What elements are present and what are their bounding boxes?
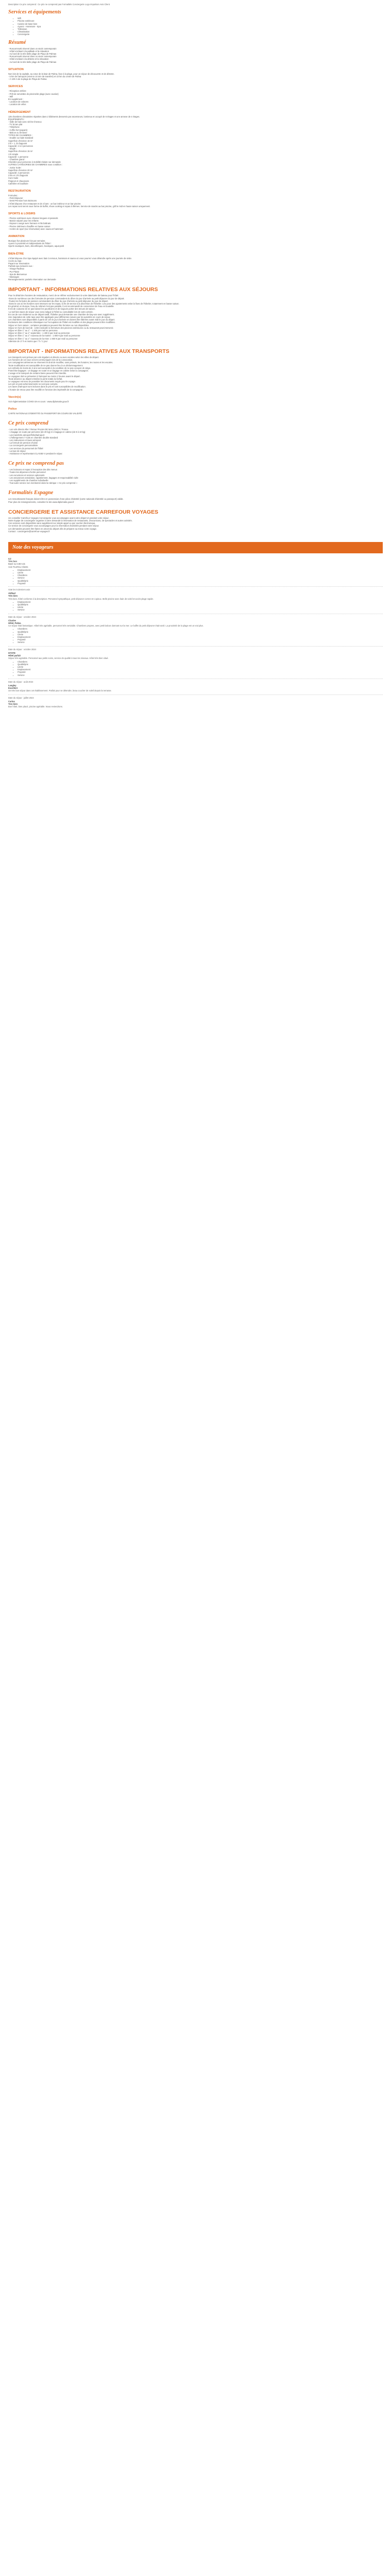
review-text: Bon hôtel, bien placé, piscine agréable. Nous reviendrons. [8,705,63,708]
feature-item: • Ayurez - Hammam - Spa [18,25,383,28]
section-line: · Au bord de la très belle plage de Playa de Palmas [8,60,57,63]
section-line: - Les boissons et repas à l'exception des dits menus [8,468,57,471]
section-line: - Réception 24h/24 [8,90,26,93]
feature-item: • Télévision [18,28,383,30]
review-author: Carlos [8,700,15,703]
section-line: Cafetière et bouilloire [8,182,28,185]
section-line: Les taxes d'aéroport sont incluses dans le prix et sont susceptibles de modification. [8,385,86,388]
section-title: SERVICES [8,85,23,89]
reviews-banner [8,542,383,553]
review-tags [8,628,383,643]
review-item [8,694,383,708]
review-item [8,679,383,692]
section-line: Les compagnies aériennes se réservent le droit de modifier, sans préavis, les horaires, les routes et les escales. [8,361,113,364]
section-line: Séjour en hors de bord de : à titre indicatif, la fermeture des piscines extérieures ou du restaurant peut intervenir. [8,326,114,329]
section-line: 135 chambres climatisées réparties dans 2 bâtiments desservis par ascenseurs, lumineux et occupé de 6 étages et une annexe de 4 étages. [8,115,140,118]
section-line: - L'hébergement 7 nuits en chambre double standard [8,436,58,439]
section-line: Ces services sont disponibles sans supplément sur simple appel ou par courrier électronique. [8,522,96,525]
section-line: - Les services du personnel de l'hôtel [8,447,43,450]
section-line: - 5 km de l'aéroport (environ 10 min de transfert) et 10 km du centre de Palma [8,75,82,78]
section-line: - Location de vélos [8,103,26,106]
section-line: - Tout autre service non mentionné dans la rubrique « Ce prix comprend » [8,482,77,485]
section-line: - Salle de bain avec sèche-cheveux [8,121,42,124]
section-line: - À 100 m de la plage de Playa de Palma [8,78,47,81]
review-item [8,614,383,644]
section-line: - Junior Suite : [8,166,22,169]
review-date: Date du séjour : juillet 2024 [8,696,34,699]
section-title: BIEN-ÊTRE [8,252,24,256]
review-tags [8,660,383,676]
overall-label: Très bon [8,560,18,563]
offer-sections [8,9,383,535]
criteria-item: • Propreté [18,582,383,585]
section-title: Ce prix comprend [8,420,48,427]
section-line: - Les assurances annulation, rapatriement, bagages et responsabilité civile [8,476,78,479]
section-line: Les chambres sont disponibles à partir de 14h le jour d'arrivée et doivent être libérées avant midi le jour du départ. [8,318,115,321]
section-title: Résumé [8,39,26,45]
feature-item: • Wifi [18,17,383,20]
review-author: ISTATE [8,651,15,654]
section-line: Sports nautiques, bars, discothèques, boutiques, aqua-park [8,245,64,248]
section-line: L'horaire de retour peut être modifié en fonction des impératifs de la compagnie. [8,388,84,391]
review-tag: • Service [18,674,383,676]
section-line: Toute absence au départ entraîne la perte totale du forfait. [8,377,63,380]
section-line: Superficie d'environ 16 m² [8,139,33,142]
section-line: - Les suppléments de chambre individuelle [8,479,48,482]
section-line: Ce service de conciergerie vous accompagne pour la réservation d'activités pendant votre séjour. [8,524,100,528]
section-line: - La formule de pension choisie [8,442,38,445]
review-author: Langley [8,684,17,687]
review-tag: • Emplacement [18,601,383,603]
section-line: 1 lit simple [8,152,19,156]
section-line: Accès au Spa : [8,259,23,262]
section-line: - Les redevances et taxes aéroport [8,438,41,442]
review-tag: • Qualité/prix [18,631,383,633]
section-line: - Massages [8,276,20,279]
section-line: Peignoir et chaussons [8,179,29,182]
section-line: - Les excursions et services optionnels [8,473,45,477]
section-line: -Dans le cas où les horaires sont retenues sur les repas, la fin de service à la discrétion de l'hôtelier. Lieu pour des ajustements selon la fixes de l'hôtelier, notamment en basse saison. [8,302,180,306]
section-line: · Roscommotti réservé dans un stock contemporain [8,47,57,50]
review-tag: • Service [18,641,383,643]
section-line: - TV Ecran plat [8,123,23,126]
section-title: HÉBERGEMENT [8,110,31,114]
section-line: En général, en Europe, l'eau du robinet n'est pas potable, il est recommandé de consommer de l'eau en bouteille. [8,305,115,308]
review-date: Vote les 5 derniers avis [8,588,30,591]
section-line: Séjour en libre 1° au 1° - 1 200 par mail ou personne [8,329,58,332]
section-line: - Piscine intérieure chauffée en basse saison [8,225,51,228]
review-tag: • Chambres [18,660,383,663]
section-line: Parfaits spa inclus/en sus : [8,265,34,268]
section-line: - Espace Lounge avec hamacs et lits balinais [8,222,51,225]
section-line: Attention de 17 h et moins que 7 h / 1 jour [8,340,48,343]
section-line: Séjour en hors saison : certaines prestations peuvent être fermées ou non disponibles. [8,324,90,327]
section-line: Ayurez à proximité et indépendants de l'hôtel : [8,242,52,245]
criteria-item: • Literie [18,571,383,574]
review-text: Ce séjour était fantastique. Hôtel très agréable, personnel très serviable. Chambres propres, avec petit balcon donnant sur la mer. Le buffet du petit déjeuner était varié. La proximité de la plage est un vrai plus. [8,624,204,628]
review-text: Séjour très agréable. Personnel aux petits soins, service de qualité à tous les niveaux. Hôtel très bien situé. [8,657,109,660]
reviews-block [8,557,383,708]
section-line: - Spa de Bienvenue [8,273,27,276]
review-date: Date du séjour : août 2024 [8,680,34,683]
section-line: Pour le détail des horaires de restauration, merci de se référer exclusivement à votre date/carte de bateau pour l'hôtel. [8,294,119,297]
section-line: - Piscine extérieure avec chaises longues et parasols [8,216,58,219]
section-title: CONCIERGERIE ET ASSISTANCE CARREFOUR VOYAGES [8,509,158,515]
section-line: Il est de coutume de ne pas laisser les pourboires et de toujours porter des tenues de saison. [8,308,95,311]
section-title: Formalités Espagne [8,490,54,496]
section-line: Franchise bagages : un bagage en soute et un bagage en cabine selon la compagnie. [8,369,89,372]
section-line: Le voyageur doit se présenter à l'aéroport au moins 2 heures avant le départ. [8,375,80,378]
section-line: Notre équipe de conciergerie organise à votre demande la réservation de restaurants, d'excursions, de spectacles et autres activités. [8,519,133,522]
section-line: - Wifi [8,95,13,98]
review-tag: • Literie [18,606,383,608]
section-line: Les demandes peuvent être faites en amont du départ afin de préparer au mieux votre voyage. [8,527,97,530]
section-line: - Bassin séparé pour les enfants [8,219,39,223]
review-tag: • Emplacement [18,668,383,671]
section-line: Exclusions des conditions climatiques sur l'occupation de l'hôtel est modifiée et des plages peuvent être modifiées. [8,321,116,324]
section-line: · Hôtel encliasé à la paillade et la relaxation [8,49,49,53]
section-title: IMPORTANT - INFORMATIONS RELATIVES AUX TRANSPORTS [8,348,170,355]
section-title: SITUATION [8,67,24,71]
review-tag: • Literie [18,633,383,636]
section-line: - La conciergerie personnalisée [8,444,38,447]
section-title: IMPORTANT - INFORMATIONS RELATIVES AUX SÉJOURS [8,286,158,293]
section-line: Séjour en libre 1° au 1° septembre : 1 400 € par mail ou personne [8,332,70,335]
review-tag: • Qualité/prix [18,603,383,606]
section-line: Musique live plusieurs fois par semaine. [8,239,46,242]
section-line: Capacité: 2 personnes [8,171,29,174]
review-tag: • Qualité/prix [18,663,383,666]
section-line: Renseignements: partiels réservation sur demande [8,278,56,281]
section-line: Contact : conciergerie@carrefour-voyages.fr [8,530,50,533]
section-line: En cas de non résidence au de départ tardif, l'hôtelier peut demander une chambre de Day-use avec supplément. [8,313,115,316]
section-title: Police [8,407,17,411]
section-line: Les ressortissants français doivent être en possession d'une pièce d'identité (carte nationale d'identité ou passeport) valide. [8,498,124,501]
section-line: · Roscommotti réservé dans un stock contemporain [8,55,57,58]
section-line: Pour plus de renseignements, consultez le site www.diplomatie.gouv.fr [8,500,74,503]
review-title: Hôtel parfait [8,654,21,657]
section-line: L'hôtel dispose d'un restaurant et de 2 bars : un bar intérieur et un bar piscine. [8,202,82,205]
feature-item: • Piscine extérieure [18,20,383,22]
review-item [8,586,383,612]
section-line: · Hôtel encliasé à la détente et la relaxation [8,58,49,61]
reviews-banner-title: Note des voyageurs [12,545,54,551]
section-line: - Assistance et représentant CLASSE-V pendant le séjour. [8,452,63,455]
review-title: Hôtel, Palma [8,622,21,625]
section-line: Séjour en libre 1° au 1° nouveau de la mise: 1 600 € par mail ou personne [8,337,78,340]
section-line: AUTRES CATÉGORIES DE CHAMBRES sous condition : [8,163,63,166]
criteria-item: • Emplacement [18,569,383,571]
review-author: Charles [8,619,17,622]
section-title: Ce prix ne comprend pas [8,461,64,467]
section-line: 2 lit + 1, lit d'appoint [8,142,27,145]
section-line: -Toutes les formules de pension commandent du dîner du jour d'arrivée au petit déjeuner du jour de départ. [8,299,108,302]
review-tag: • Service [18,608,383,611]
section-line: - Les transferts aéroport/hôtel/aéroport [8,433,45,436]
criteria-list [8,569,383,585]
section-line: - Location de voitures [8,100,29,104]
section-line: TYPES DE CHAMBRES : [8,134,32,137]
section-title: ANIMATION [8,234,25,238]
features-list [8,17,383,36]
review-tags [8,601,383,612]
section-line: 2 lits et 1 lit d'appoint [8,174,28,177]
section-title: SPORTS & LOISIRS [8,212,36,215]
section-line: -Dans de nombreux cas des formules de pension commandent du dîner du jour d'arrivée au petit déjeuner du jour de départ. [8,297,125,300]
section-line: Cure Suite [8,177,19,180]
section-line: - Petit Déjeuner [8,197,23,200]
review-tag: • Propreté [18,638,383,641]
section-line: - La taxe de séjour [8,449,26,452]
section-line: Capacité: 1 personne [8,155,28,158]
section-line: - Visage Radieux [8,267,25,270]
criteria-item: • Service [18,577,383,579]
page-content [0,0,391,720]
section-line: Superficie d'environ 20 m² [8,168,33,172]
section-line: En supplément : [8,98,24,101]
criteria-item: • Chambres [18,574,383,577]
review-source: Avis TrustYou Clients [8,565,28,568]
section-title: Services et équipements [8,9,61,15]
section-title: RESTAURATION [8,189,31,193]
section-line: ÉQUIPEMENTS : [8,117,25,121]
section-line: L'usage et le transport de certains biens peuvent être interdits. [8,372,67,375]
section-title: Vaccin(s) [8,395,21,399]
section-line: -Le tarif des taxes de séjour vous sera indiqué à l'hôtel ou consultable lors de votre arrivée. [8,310,93,313]
section-line: - Toutes les dépenses d'ordre personnel [8,471,46,474]
section-line: Le voyageur est tenu de posséder les documents requis pour le voyage. [8,380,76,383]
review-tag: • Literie [18,666,383,668]
section-line: - Balcon ou terrasse [8,131,27,134]
section-line: - Chambre grand : [8,158,26,161]
section-line: Formules : [8,194,19,197]
section-line: - 1 bagage en soute par personne (de 20 kg) et 1 bagage en cabine (de 8 à 10 kg) [8,431,86,434]
section-line: - Coffre-fort (payant) [8,128,28,131]
section-line: - Prêt de serviettes de piscine/de plage (avec caution) [8,92,59,95]
review-tag: • Chambres [18,628,383,630]
section-line: Toute modification est susceptible de ne pas donner lieu à un dédommagement. [8,364,83,367]
criteria-item: • Qualité/prix [18,580,383,582]
section-line: Payant sur réservation [8,262,29,265]
overall-score: 4.2 [8,557,11,560]
breadcrumb: Description Ce prix comprend : Ce prix ne comprend pas Formalités Conciergerie Logo Impulsion Avis Client [8,3,110,6]
section-line: Les pré et post-acheminements ne sont pas compris. [8,383,58,386]
section-line: - Téléphone [8,126,20,129]
section-line: Les repas sont servis sous forme de buffet, show cooking et repas à thèmes. Service de snacks au bar piscine, grill le midi en haute saison uniquement. [8,205,151,208]
section-line: - Les vols directs Aller / Retour PALMA DE MALLORCA / France [8,428,69,431]
section-line: Non loin de la capitale, au cœur de la baie de Palma, face à la plage, pour un séjour de découverte et de détente. [8,72,115,75]
section-line: - Double ou triple standard [8,137,34,140]
section-line: - Demi-Pension hors Boissons [8,199,37,202]
review-tag: • Propreté [18,671,383,673]
review-date: Date du séjour : octobre 2024 [8,615,36,618]
section-line: - Centre de sport (sur réservation) avec sauna et hammam [8,227,63,230]
section-line: Les horaires de vol vous seront communiqués lors de la convocation. [8,359,73,362]
review-title: Excellent [8,687,18,690]
feature-item: • Cuisine de base bien [18,23,383,25]
section-line: L'hôtel dispose d'un Spa équipé avec bain à remous, hammam et sauna où vous pourrez vous détendre après une journée de visite. [8,257,132,260]
section-line: - Single : [8,147,17,150]
section-line: - Pur Plaisir [8,270,20,273]
review-text: Très bien, hôtel conforme à la description. Personnel sympathique, petit déjeuner correct et copieux. Belle piscine avec bain de soleil et accès plage rapide. [8,597,154,600]
section-line: Les transports sont prévus par vols réguliers et directs ou avec escales selon les villes de départ. [8,356,99,359]
section-line: · Au bord de la très belle plage de Playa de Palmas [8,53,57,56]
review-author: Aldhad [8,592,15,595]
section-line: CARTE NATIONALE D'IDENTITÉ OU PASSEPORT EN COURS DE VALIDITÉ [8,412,82,415]
section-line: Séjour en libre 1° au 1° nouveau de la marine : 1 800 € par mail ou personne [8,334,80,337]
section-line: Une majoration de cette taxe peut être appliquée pour différentes raisons par les autorités en cours de séjour. [8,316,111,319]
feature-item: • Conciergerie [18,33,383,36]
section-line: Chambre pour personne à mobilité réduite sur demande [8,161,61,164]
review-date: Date du séjour : octobre 2024 [8,648,36,651]
section-line: Les enfants de moins de 2 ans sont acceptés à la condition de ne pas occuper de siège. [8,366,91,369]
section-line: Superficie d'environ 15 m² [8,150,33,153]
review-title: Très bien [8,595,18,598]
section-line: Voir réglementation COVID-19 en cours : www.diplomatie.gouv.fr [8,400,69,403]
section-line: Capacité: 2 à 3 personnes [8,144,33,147]
review-title: Tres bien [8,702,18,705]
review-tag: • Emplacement [18,636,383,638]
feature-item: • Climatisation [18,30,383,33]
review-item [8,646,383,676]
review-count: Basé sur 438 Avis [8,563,25,566]
review-text: Un très bon séjour dans cet établissement. Parfait pour se détendre, beau coucher de soleil depuis la terrasse. [8,689,112,692]
section-line: Un conseiller Carrefour Voyages Conciergerie vous accompagne avant votre départ et pendant votre séjour. [8,516,109,519]
